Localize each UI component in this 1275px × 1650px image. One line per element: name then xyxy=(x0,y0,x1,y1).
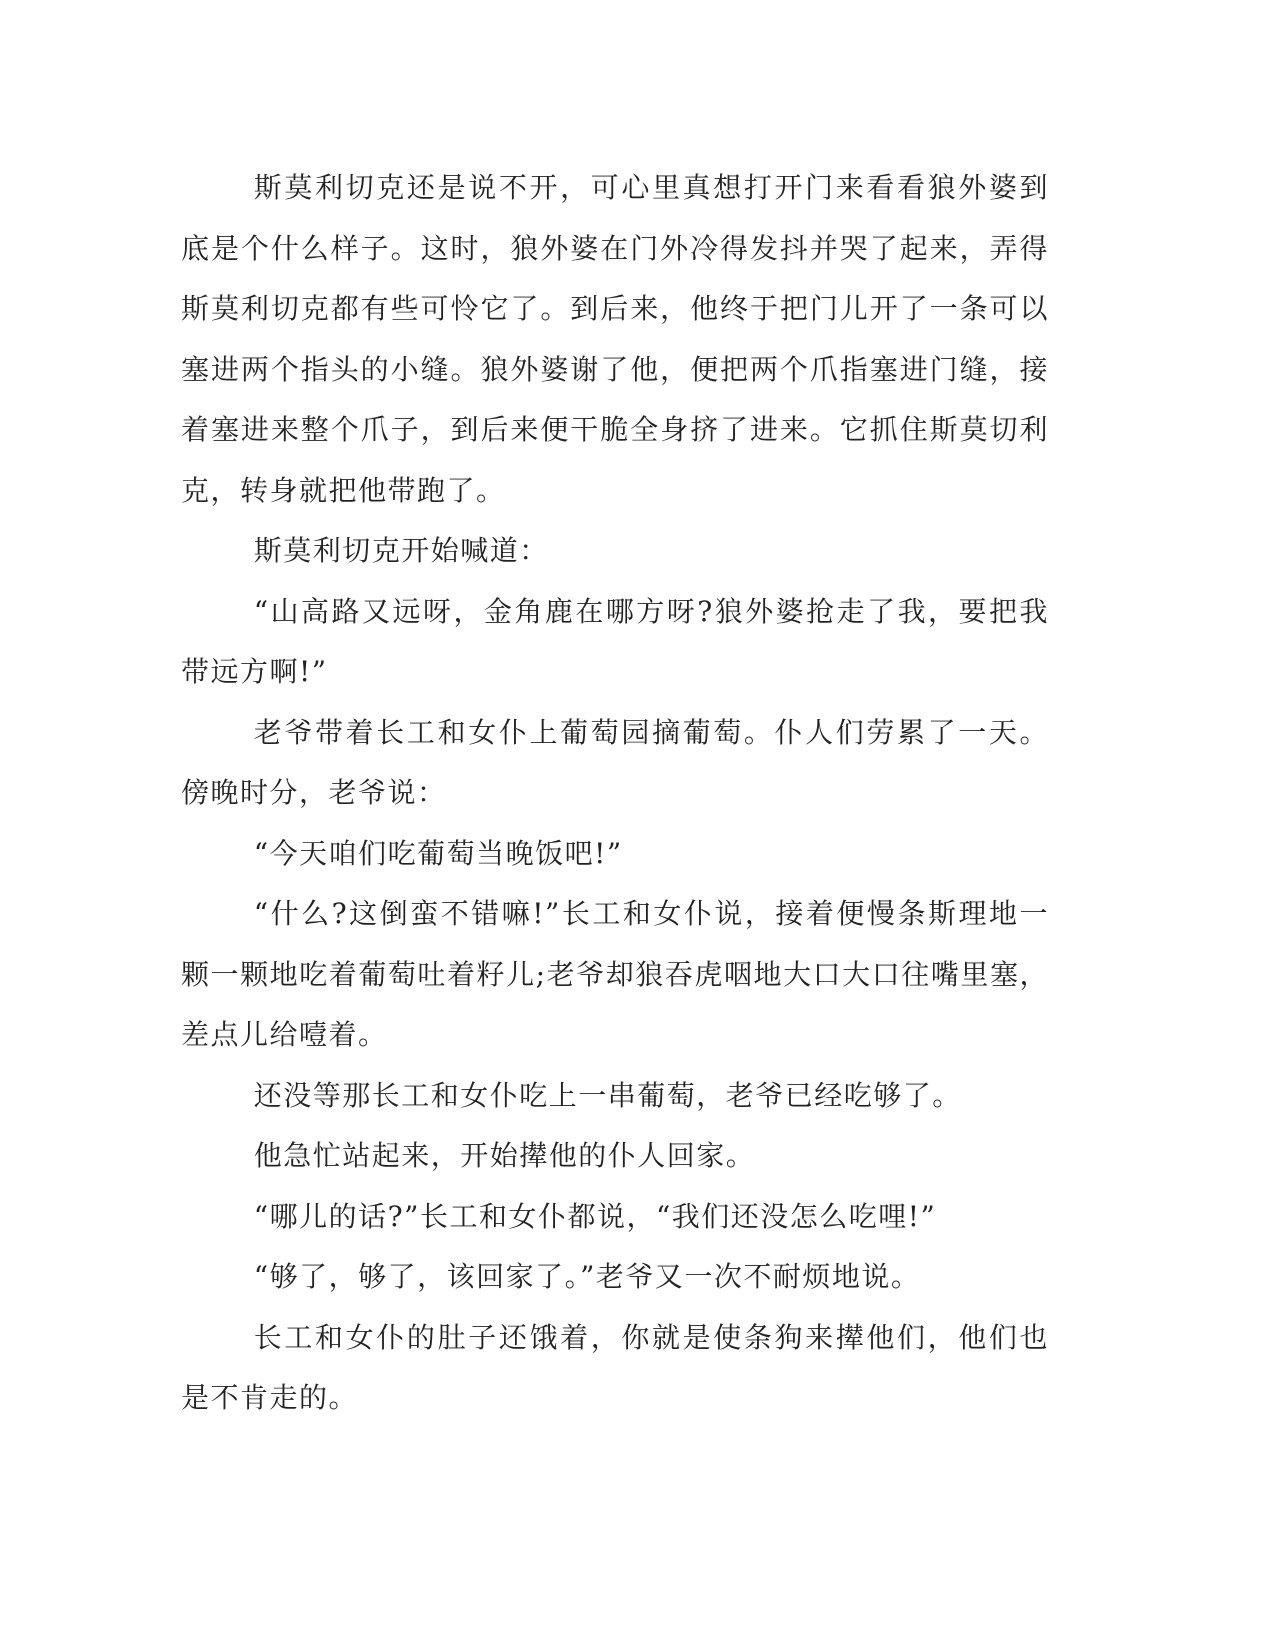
paragraph-6: “什么?这倒蛮不错嘛!”长工和女仆说，接着便慢条斯理地一颗一颗地吃着葡萄吐着籽儿;老爷却狼吞虎咽地大口大口往嘴里塞，差点儿给噎着。 xyxy=(181,897,1049,1051)
paragraph-1: 斯莫利切克还是说不开，可心里真想打开门来看看狼外婆到底是个什么样子。这时，狼外婆在门外冷得发抖并哭了起来，弄得斯莫利切克都有些可怜它了。到后来，他终于把门儿开了一条可以塞进两个指头的小缝。狼外婆谢了他，便把两个爪指塞进门缝，接着塞进来整个爪子，到后来便干脆全身挤了进来。它抓住斯莫切利克，转身就把他带跑了。 xyxy=(181,171,1049,507)
paragraph-10: “够了，够了，该回家了。”老爷又一次不耐烦地说。 xyxy=(253,1260,921,1293)
paragraph-7: 还没等那长工和女仆吃上一串葡萄，老爷已经吃够了。 xyxy=(253,1078,962,1112)
body-text xyxy=(181,158,1049,1429)
paragraph-11: 长工和女仆的肚子还饿着，你就是使条狗来撵他们，他们也是不肯走的。 xyxy=(181,1320,1049,1414)
paragraph-2: 斯莫利切克开始喊道： xyxy=(253,534,549,567)
paragraph-9: “哪儿的话?”长工和女仆都说，“我们还没怎么吃哩!” xyxy=(253,1199,937,1233)
paragraph-5: “今天咱们吃葡萄当晚饭吧!” xyxy=(253,836,623,870)
paragraph-3: “山高路又远呀，金角鹿在哪方呀?狼外婆抢走了我，要把我带远方啊!” xyxy=(181,594,1049,688)
paragraph-4: 老爷带着长工和女仆上葡萄园摘葡萄。仆人们劳累了一天。傍晚时分，老爷说： xyxy=(181,715,1049,809)
paragraph-8: 他急忙站起来，开始撵他的仆人回家。 xyxy=(253,1139,756,1172)
